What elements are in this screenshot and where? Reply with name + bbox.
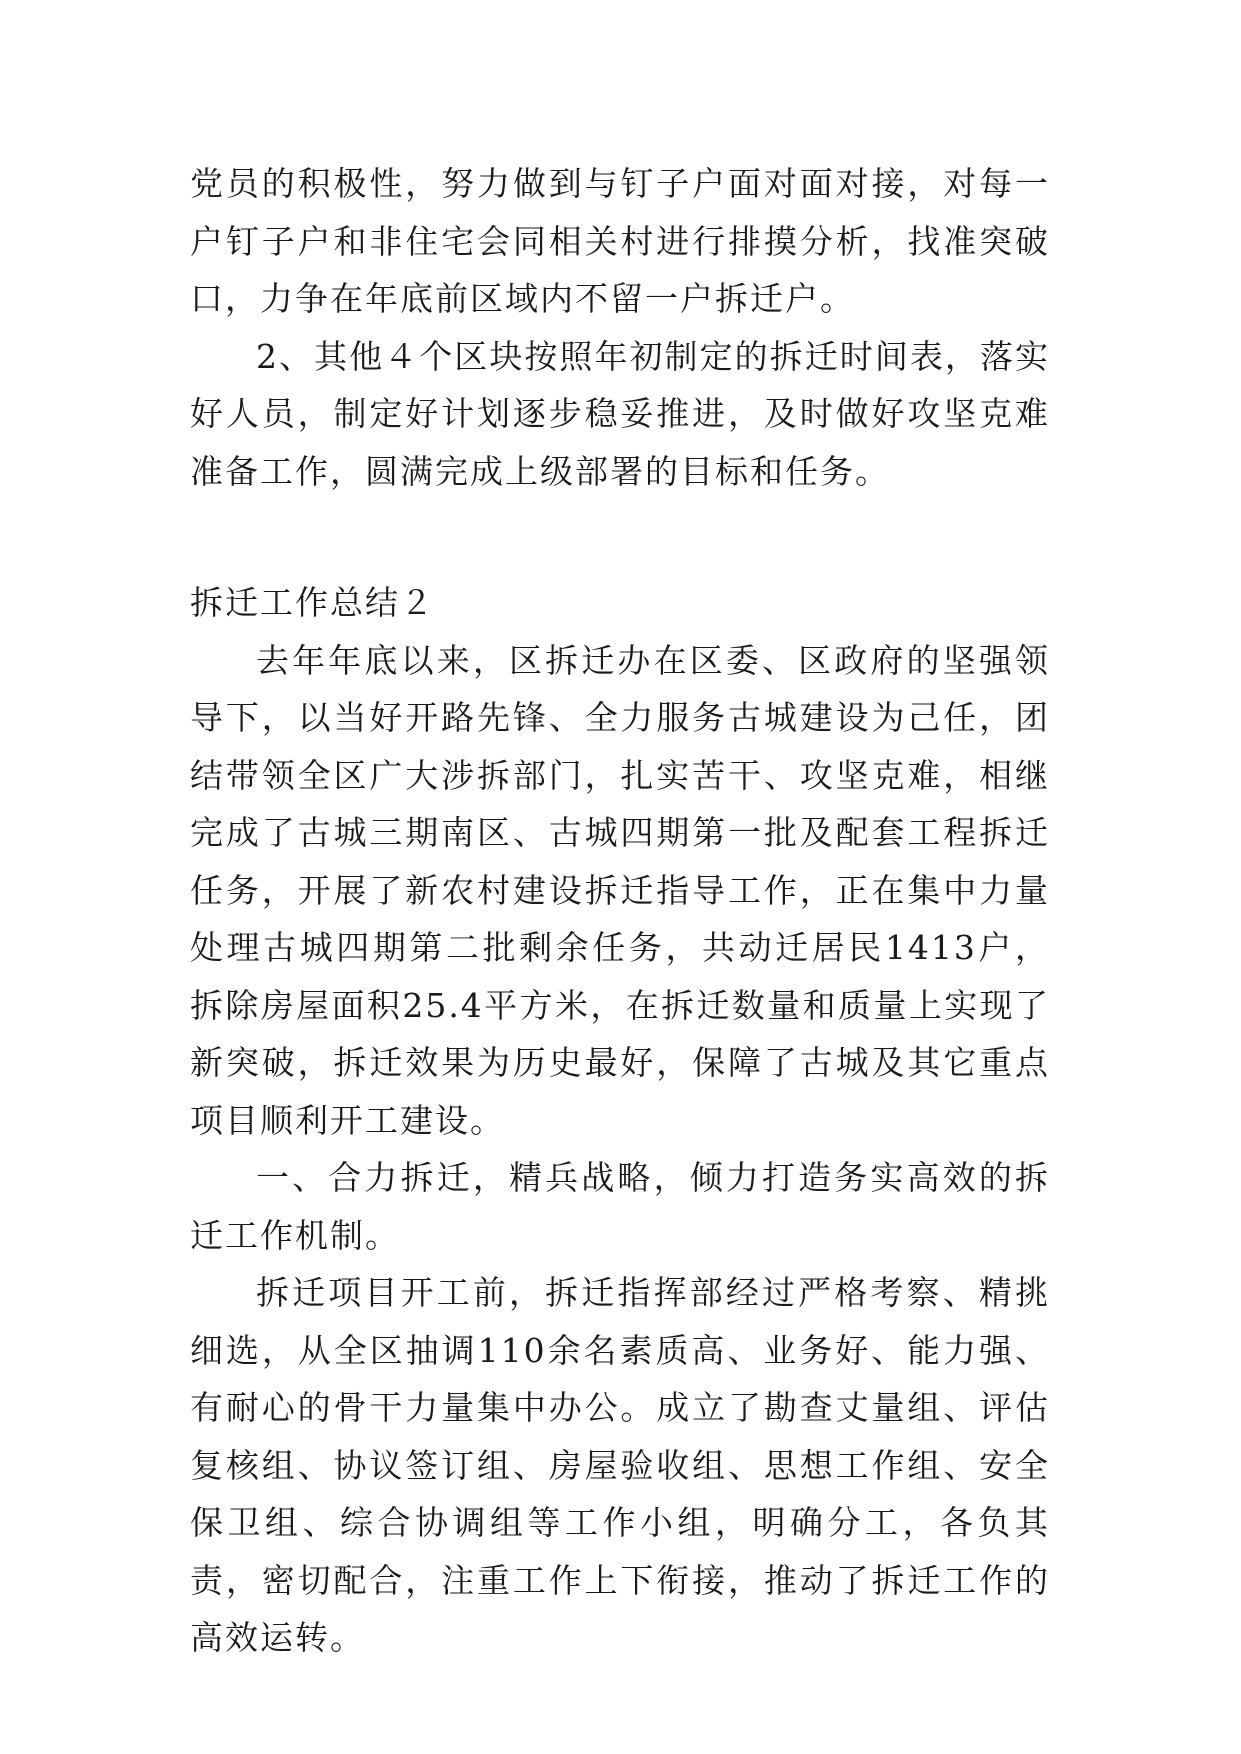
- section-gap: [190, 500, 1050, 574]
- paragraph-summary: 去年年底以来，区拆迁办在区委、区政府的坚强领导下，以当好开路先锋、全力服务古城建设为己任，团结带领全区广大涉拆部门，扎实苦干、攻坚克难，相继完成了古城三期南区、古城四期第一批及配套工程拆迁任务，开展了新农村建设拆迁指导工作，正在集中力量处理古城四期第二批剩余任务，共动迁居民1413户，拆除房屋面积25.4平方米，在拆迁数量和质量上实现了新突破，拆迁效果为历史最好，保障了古城及其它重点项目顺利开工建设。: [190, 640, 1050, 1140]
- paragraph-point-1: 一、合力拆迁，精兵战略，倾力打造务实高效的拆迁工作机制。: [190, 1158, 1050, 1255]
- document-body: [190, 155, 1050, 1667]
- paragraph-mechanism: 拆迁项目开工前，拆迁指挥部经过严格考察、精挑细选，从全区抽调110余名素质高、业务好、能力强、有耐心的骨干力量集中办公。成立了勘查丈量组、评估复核组、协议签订组、房屋验收组、思想工作组、安全保卫组、综合协调组等工作小组，明确分工，各负其责，密切配合，注重工作上下衔接，推动了拆迁工作的高效运转。: [190, 1273, 1050, 1657]
- paragraph-item-2: 2、其他４个区块按照年初制定的拆迁时间表，落实好人员，制定好计划逐步稳妥推进，及时做好攻坚克难准备工作，圆满完成上级部署的目标和任务。: [190, 336, 1050, 491]
- section-heading: 拆迁工作总结２: [190, 583, 435, 622]
- paragraph-continuation: 党员的积极性，努力做到与钉子户面对面对接，对每一户钉子户和非住宅会同相关村进行排摸分析，找准突破口，力争在年底前区域内不留一户拆迁户。: [190, 164, 1050, 318]
